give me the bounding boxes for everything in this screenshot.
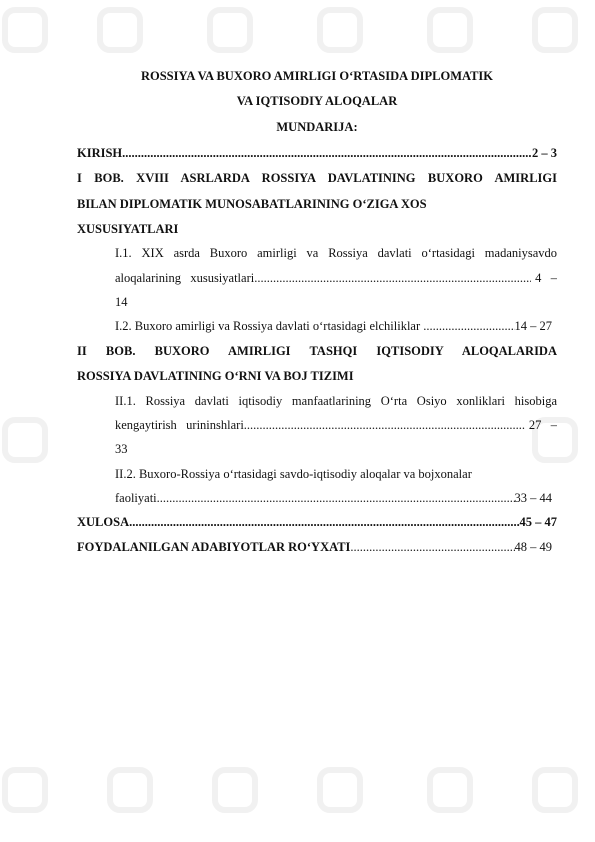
toc-leader-dots xyxy=(244,417,525,433)
toc-chapter-2-line-2[interactable]: ROSSIYA DAVLATINING O‘RNI VA BOJ TIZIMI xyxy=(77,369,354,383)
toc-section-1-1-text: aloqalarining xususiyatlari xyxy=(115,271,255,285)
toc-conclusion-label: XULOSA xyxy=(77,515,130,529)
toc-section-2-2-pages: 33 – 44 xyxy=(514,491,552,505)
contents-heading: MUNDARIJA: xyxy=(276,120,358,134)
document-title-line-2: VA IQTISODIY ALOQALAR xyxy=(236,94,398,108)
toc-section-1-2-pages: 14 – 27 xyxy=(514,319,552,333)
toc-chapter-1-line-3[interactable]: XUSUSIYATLARI xyxy=(77,222,179,236)
toc-section-2-1-line-1[interactable]: II.1. Rossiya davlati iqtisodiy manfaatlarining O‘rta Osiyo xonliklari hisobiga xyxy=(115,394,557,408)
toc-chapter-1-line-1[interactable]: I BOB. XVIII ASRLARDA ROSSIYA DAVLATINING BUXORO AMIRLIGI xyxy=(77,171,557,185)
toc-intro-pages: 2 – 3 xyxy=(532,146,557,160)
toc-section-1-2[interactable] xyxy=(115,318,552,334)
toc-chapter-1-line-2[interactable]: BILAN DIPLOMATIK MUNOSABATLARINING O‘ZIGA XOS xyxy=(77,197,427,211)
toc-section-2-2-text: faoliyati xyxy=(115,491,157,505)
toc-section-2-1-text: kengaytirish urininshlari xyxy=(115,418,244,432)
toc-leader-dots xyxy=(129,514,519,530)
toc-section-1-1-line-3: 14 xyxy=(115,295,128,309)
toc-intro-label: KIRISH xyxy=(77,146,123,160)
toc-section-1-1-line-2[interactable] xyxy=(115,270,557,286)
toc-leader-dots xyxy=(350,539,514,555)
toc-chapter-2-line-1[interactable] xyxy=(77,343,557,359)
toc-references-label: FOYDALANILGAN ADABIYOTLAR RO‘YXATI xyxy=(77,540,351,554)
toc-references-pages: 48 – 49 xyxy=(514,540,552,554)
toc-section-1-1-pages: 4 – xyxy=(535,271,557,285)
toc-section-2-2-line-1[interactable]: II.2. Buxoro-Rossiya o‘rtasidagi savdo-iqtisodiy aloqalar va bojxonalar xyxy=(115,467,472,481)
toc-leader-dots xyxy=(122,145,532,161)
toc-conclusion-pages: 45 – 47 xyxy=(519,515,557,529)
toc-section-2-1-line-3: 33 xyxy=(115,442,128,456)
toc-leader-dots xyxy=(157,490,515,506)
document-title-line-1: ROSSIYA VA BUXORO AMIRLIGI O‘RTASIDA DIPLOMATIK xyxy=(140,69,494,83)
toc-chapter-2-line-1-text: II BOB. BUXORO AMIRLIGI TASHQI IQTISODIY ALOQALARIDA xyxy=(77,344,557,358)
toc-entry-conclusion[interactable] xyxy=(77,514,557,530)
toc-section-2-1-line-2[interactable] xyxy=(115,417,557,433)
toc-entry-intro[interactable] xyxy=(77,145,557,161)
toc-section-2-1-pages: 27 – xyxy=(528,418,557,432)
toc-section-1-2-label: I.2. Buxoro amirligi va Rossiya davlati o‘rtasidagi elchiliklar xyxy=(115,319,424,333)
toc-section-2-2-line-2[interactable] xyxy=(115,490,552,506)
toc-entry-references[interactable] xyxy=(77,539,552,555)
toc-leader-dots xyxy=(254,270,531,286)
toc-leader-dots xyxy=(423,318,514,334)
toc-section-1-1-line-1[interactable]: I.1. XIX asrda Buxoro amirligi va Rossiya davlati o‘rtasidagi madaniysavdo xyxy=(115,246,557,260)
